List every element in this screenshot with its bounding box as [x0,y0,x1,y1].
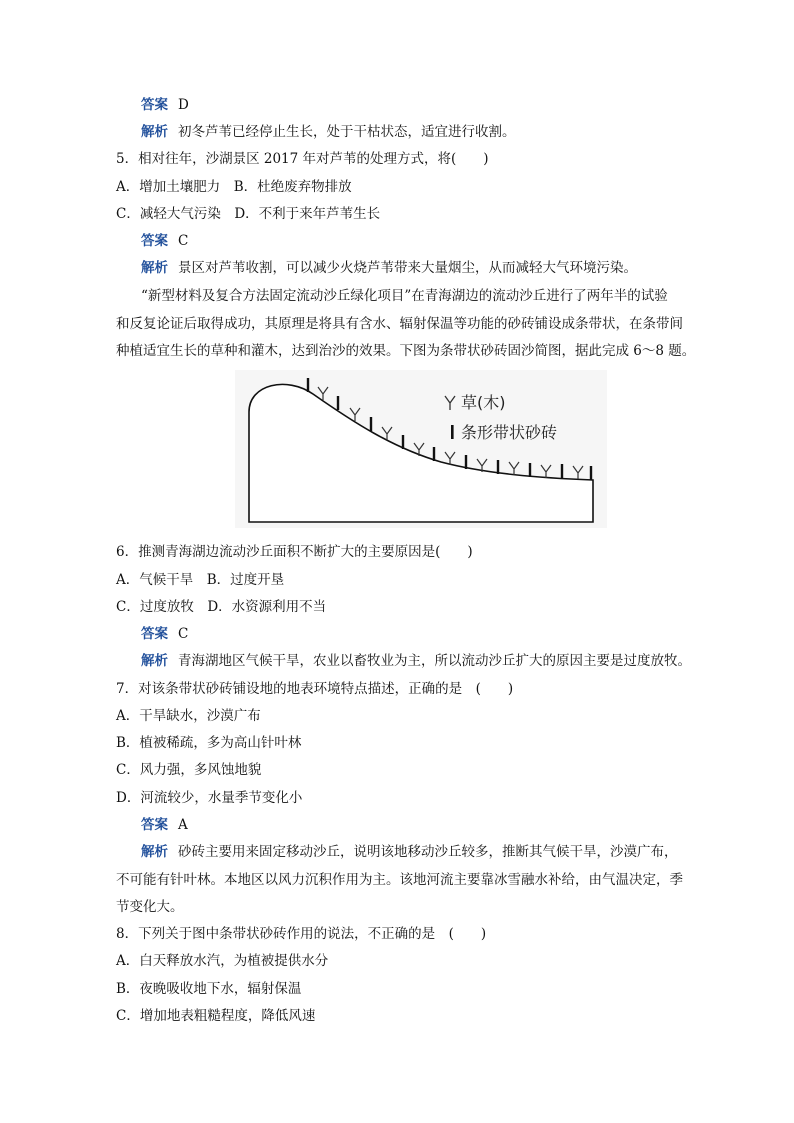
sand-brick-strip [402,435,404,449]
q7-stem: 7．对该条带状砂砖铺设地的地表环境特点描述，正确的是 ( ) [116,681,514,697]
q7-answer: A [178,817,188,833]
sand-brick-strip [561,464,563,478]
answer-label: 答案 [141,97,168,113]
q4-analysis-line [141,124,516,141]
q5-stem: 5．相对往年，沙湖景区 2017 年对芦苇的处理方式，将( ) [116,151,489,167]
sand-brick-strip [307,378,309,392]
q5-analysis-line [141,260,637,277]
q6-stem: 6．推测青海湖边流动沙丘面积不断扩大的主要原因是( ) [116,544,473,560]
q7-analysis-line-3: 节变化大。 [116,899,184,915]
analysis-label: 解析 [141,124,168,140]
legend-brick-label: 条形带状砂砖 [461,423,558,442]
passage-line-1: “新型材料及复合方法固定流动沙丘绿化项目”在青海湖边的流动沙丘进行了两年半的试验 [141,288,668,304]
q4-answer: D [178,97,189,113]
q7-option-d: D．河流较少，水量季节变化小 [116,790,303,806]
q4-analysis: 初冬芦苇已经停止生长，处于干枯状态，适宜进行收割。 [178,124,516,140]
legend-grass-label: 草(木) [461,393,506,412]
q8-option-a: A．白天释放水汽，为植被提供水分 [116,953,329,969]
q7-answer-line [141,817,188,834]
q4-answer-line [141,97,189,114]
q5-answer: C [178,233,189,249]
q7-option-c: C．风力强，多风蚀地貌 [116,762,262,778]
q6-options-ab: A．气候干旱 B．过度开垦 [116,572,285,588]
analysis-label: 解析 [141,844,168,860]
q8-stem: 8．下列关于图中条带状砂砖作用的说法，不正确的是 ( ) [116,926,487,942]
answer-label: 答案 [141,626,168,642]
sand-brick-strip [370,417,372,431]
q6-answer-line [141,626,188,643]
sand-brick-strip [497,460,499,474]
q8-option-b: B．夜晚吸收地下水，辐射保温 [116,981,302,997]
q6-answer: C [178,626,189,642]
q5-answer-line [141,233,188,250]
q6-options-cd: C．过度放牧 D．水资源利用不当 [116,599,327,615]
brick-legend-icon [451,425,454,439]
passage-line-2: 和反复论证后取得成功，其原理是将具有含水、辐射保温等功能的砂砖铺设成条带状，在条带间 [116,316,683,332]
answer-label: 答案 [141,233,168,249]
q5-options-ab: A．增加土壤肥力 B．杜绝废弃物排放 [116,179,352,195]
q7-option-a: A．干旱缺水，沙漠广布 [116,708,261,724]
sand-brick-strip [337,396,339,410]
dune-diagram [235,370,607,528]
sand-brick-strip [529,463,531,477]
sand-brick-strip [590,466,592,480]
q7-analysis-1: 砂砖主要用来固定移动沙丘，说明该地移动沙丘较多，推断其气候干旱，沙漠广布， [178,844,678,860]
q5-options-cd: C．减轻大气污染 D．不利于来年芦苇生长 [116,206,381,222]
q7-analysis-line-2: 不可能有针叶林。本地区以风力沉积作用为主。该地河流主要靠冰雪融水补给，由气温决定，季 [116,872,683,888]
q6-analysis-line [141,653,691,670]
passage-line-3: 种植适宜生长的草种和灌木，达到治沙的效果。下图为条带状砂砖固沙简图，据此完成 6～8 题。 [116,343,696,359]
analysis-label: 解析 [141,260,168,276]
analysis-label: 解析 [141,653,168,669]
sand-brick-strip [465,455,467,469]
q8-option-c: C．增加地表粗糙程度，降低风速 [116,1008,316,1024]
sand-brick-strip [433,447,435,461]
q7-option-b: B．植被稀疏，多为高山针叶林 [116,735,302,751]
q7-analysis-line-1 [141,844,678,861]
q6-analysis: 青海湖地区气候干旱，农业以畜牧业为主，所以流动沙丘扩大的原因主要是过度放牧。 [178,653,691,669]
q5-analysis: 景区对芦苇收割，可以减少火烧芦苇带来大量烟尘，从而减轻大气环境污染。 [178,260,637,276]
sand-dune-figure [235,370,607,528]
answer-label: 答案 [141,817,168,833]
